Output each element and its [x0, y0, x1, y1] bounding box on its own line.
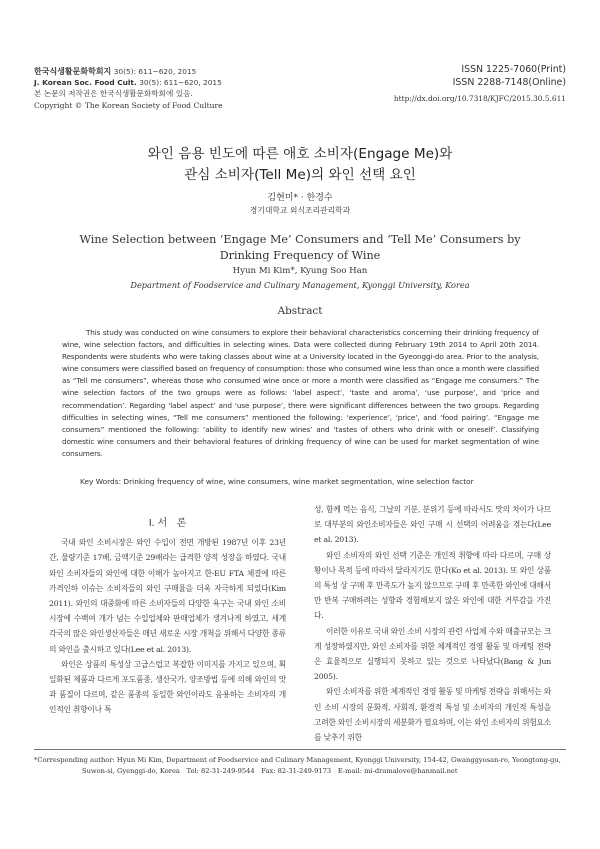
- doi-link[interactable]: http://dx.doi.org/10.7318/KJFC/2015.30.5.611: [393, 93, 566, 103]
- page-title-en: [60, 232, 540, 264]
- issn-online: ISSN 2288-7148(Online): [452, 77, 566, 89]
- footnote-line1: *Corresponding author: Hyun Mi Kim, Department of Foodservice and Culinary Management, Kyonggi University, 154-42, Gwanggyosan-ro, Yeongtong-gu,: [34, 756, 561, 764]
- body-paragraph: 와인은 상품의 특성상 고급스럽고 복잡한 이미지를 가지고 있으며, 획일화된 제품과 다르게 포도품종, 생산국가, 양조방법 등에 의해 와인의 맛과 품질이 다르며, 같은 품종의 동일한 와인이라도 음용하는 소비자의 개인적인 취향이나 특: [49, 659, 286, 715]
- body-paragraph: 성, 함께 먹는 음식, 그날의 기분, 분위기 등에 따라서도 맛의 차이가 나므로 대부분의 와인소비자들은 와인 구매 시 선택의 어려움을 겪는다(Lee et al. 2013).: [314, 505, 551, 545]
- abstract-heading: Abstract: [277, 305, 323, 317]
- body-paragraph: 와인 소비자를 위한 체계적인 경영 활동 및 마케팅 전략을 위해서는 와인 소비 시장의 문화적, 사회적, 환경적 특성 및 소비자의 개인적 특성을 고려한 와인 소비시장의 세분화가 필요하며, 이는 와인 소비자의 위험요소를 낮추기 위한: [314, 687, 551, 743]
- footnote-divider: [34, 749, 566, 750]
- journal-en-line: [34, 77, 223, 88]
- body-column-right: [314, 502, 551, 745]
- authors-ko: 김현미* · 한경수: [267, 193, 333, 203]
- journal-name-ko: 한국식생활문화학회지: [34, 67, 112, 76]
- title-en-line2: Drinking Frequency of Wine: [219, 249, 381, 262]
- copyright-notice: Copyright © The Korean Society of Food Culture: [34, 100, 223, 110]
- affiliation-ko: 경기대학교 외식조리관리학과: [249, 206, 351, 215]
- journal-en-citation: 30(5): 611~620, 2015: [139, 78, 222, 88]
- copyright-note-ko: 본 논문의 저작권은 한국식생활문화학회에 있음.: [34, 89, 193, 99]
- abstract-text: This study was conducted on wine consumers to explore their behavioral characteristics concerning their drinking frequency of wine, wine selection factors, and difficulties in selecting wines. Data were collected during February 19th 2014 to April 20th 2014. Respondents were students who were taking classes about wine at a University located in the Gyeonggi-do area. Prior to the analysis, wine consumers were classified based on frequency of consumption: those who consumed wine less than once a month were classified as “Tell me consumers”, whereas those who consumed wine once or more a month were classified as “Engage me consumers.” The wine selection factors of the two groups were as follows: ‘label aspect’, ‘taste and aroma’, ‘use purpose’, and ‘price and recommendation’. Regarding ‘label aspect’ and ‘use purpose’, there were significant differences between the two groups. Regarding difficulties in selecting wines, “Tell me consumers” mentioned the following: ‘experience’, ‘price’, and ‘food pairing’. “Engage me consumers” mentioned the following: ‘ability to identify new wines’ and ‘tastes of others who drink with or oneself’. Classifying domestic wine consumers and their behavioral features of drinking frequency of wine can be used for market segmentation of wine consumers.: [62, 328, 539, 458]
- keywords: Key Words: Drinking frequency of wine, wine consumers, wine market segmentation, wine selection factor: [80, 477, 474, 486]
- journal-header: [34, 66, 223, 111]
- page-title-ko: [40, 144, 560, 186]
- journal-name-en: J. Korean Soc. Food Cult.: [34, 78, 137, 88]
- body-paragraph: 국내 와인 소비시장은 와인 수입이 전면 개방된 1987년 이후 23년 간, 물량기준 17배, 금액기준 29배라는 급격한 양적 성장을 하였다. 국내 와인 소비자들의 와인에 대한 이해가 높아지고 한-EU FTA 체결에 따른 가격인하 이슈는 소비자들의 와인 구매율을 더욱 자극하게 되었다(Kim 2011). 와인의 대중화에 따른 소비자들의 다양한 욕구는 국내 와인 소비시장에 수백여 개가 넘는 수입업체와 판매업체가 생겨나게 하였고, 세계 각국의 많은 와인생산자들은 매년 새로운 시장 개척을 위해서 다양한 종류의 와인을 출시하고 있다(Lee et al. 2013).: [49, 538, 286, 654]
- title-ko-line2: 관심 소비자(Tell Me)의 와인 선택 요인: [184, 167, 416, 183]
- journal-ko-line: [34, 66, 223, 77]
- section-heading-introduction: Ⅰ. 서 론: [148, 518, 187, 529]
- body-paragraph: 와인 소비자의 와인 선택 기준은 개인적 취향에 따라 다르며, 구매 상황이나 목적 등에 따라서 달라지기도 한다(Ko et al. 2013). 또 와인 상품의 특성 상 구매 후 만족도가 높지 않으므로 구매 후 만족한 와인에 대해서만 반복 구매하려는 성향과 경험해보지 않은 와인에 대한 거부감을 가진다.: [314, 550, 551, 621]
- title-ko-line1: 와인 음용 빈도에 따른 애호 소비자(Engage Me)와: [147, 146, 453, 162]
- footnote-line2: Suwon-si, Gyenggi-do, Korea Tel: 82-31-249-9544 Fax: 82-31-249-9173 E-mail: mi-dramalove@hanmail.net: [82, 766, 458, 775]
- journal-ko-citation: 30(5): 611~620, 2015: [113, 67, 197, 76]
- issn-print: ISSN 1225-7060(Print): [461, 64, 566, 75]
- title-en-line1: Wine Selection between ‘Engage Me’ Consumers and ‘Tell Me’ Consumers by: [79, 233, 521, 246]
- corresponding-author-footnote: [34, 755, 566, 776]
- body-paragraph: 이러한 이유로 국내 와인 소비 시장의 관련 사업체 수와 매출규모는 크게 성장하였지만, 와인 소비자를 위한 체계적인 경영 활동 및 마케팅 전략은 효율적으로 실행되지 못하고 있는 것으로 나타났다(Bang & Jun 2005).: [314, 626, 551, 682]
- affiliation-en: Department of Foodservice and Culinary Management, Kyonggi University, Korea: [130, 280, 470, 290]
- issn-block: [394, 63, 566, 104]
- body-column-left: [49, 516, 286, 718]
- authors-en: Hyun Mi Kim*, Kyung Soo Han: [232, 266, 368, 276]
